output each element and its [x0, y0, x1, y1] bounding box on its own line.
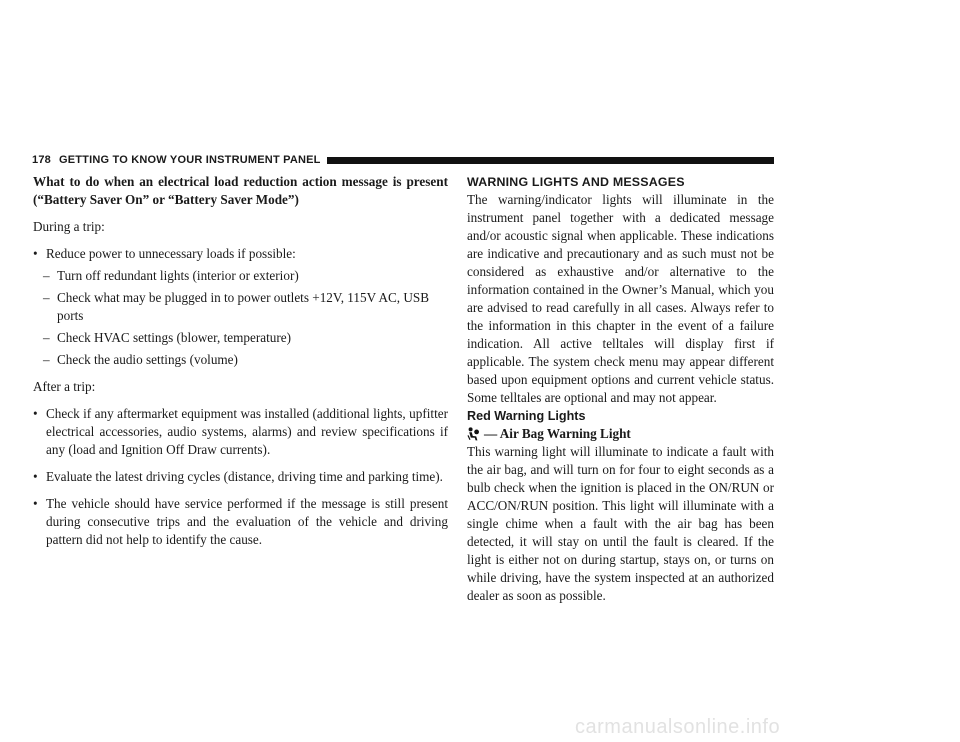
watermark-text: carmanualsonline.info — [575, 715, 781, 738]
bullet-item: • Check if any aftermarket equipment was installed (additional lights, upfitter electrical accessories, audio systems, alarms) and review specifications if any (load and Ignition Off Draw currents). — [33, 406, 448, 457]
right-column — [467, 173, 774, 605]
airbag-light-title: — Air Bag Warning Light — [467, 425, 774, 443]
after-trip-label: After a trip: — [33, 379, 96, 394]
airbag-light-description: This warning light will illuminate to indicate a fault with the air bag, and will turn on for four to eight seconds as a bulb check when the ignition is placed in the ON/RUN or ACC/ON/RUN position. This light will illuminate with a single chime when a fault with the air bag has been detected, it will stay on until the fault is cleared. If the light is either not on during startup, stays on, or turns on while driving, have the system inspected at an authorized dealer as soon as possible. — [467, 444, 774, 603]
bullet-item: • Reduce power to unnecessary loads if possible: — [33, 246, 296, 261]
airbag-warning-icon — [467, 427, 480, 441]
battery-saver-question: What to do when an electrical load reduction action message is present (“Battery Saver On” or “Battery Saver Mode”) — [33, 174, 448, 207]
warning-lights-intro: The warning/indicator lights will illuminate in the instrument panel together with a dedicated message and/or acoustic signal when applicable. These indications are indicative and precautionary and as such must not be considered as exhaustive and/or alternative to the information contained in the Owner’s Manual, which you are advised to read carefully in all cases. Always refer to the information in this chapter in the event of a failure indication. All active telltales will display first if applicable. The system check menu may appear different based upon equipment options and current vehicle status. Some telltales are optional and may not appear. — [467, 192, 774, 405]
dash-item: – Check HVAC settings (blower, temperature) — [43, 330, 291, 345]
during-trip-label: During a trip: — [33, 219, 105, 234]
bullet-item: • The vehicle should have service performed if the message is still present during consecutive trips and the evaluation of the vehicle and driving pattern did not help to identify the cause. — [33, 496, 448, 547]
warning-lights-heading: WARNING LIGHTS AND MESSAGES — [467, 175, 685, 189]
bullet-item: • Evaluate the latest driving cycles (distance, driving time and parking time). — [33, 469, 443, 484]
dash-item: – Turn off redundant lights (interior or exterior) — [43, 268, 299, 283]
page-header — [32, 153, 774, 167]
dash-item: – Check what may be plugged in to power outlets +12V, 115V AC, USB ports — [43, 290, 430, 323]
dash-item: – Check the audio settings (volume) — [43, 352, 238, 367]
left-column — [33, 173, 448, 549]
section-title: GETTING TO KNOW YOUR INSTRUMENT PANEL — [58, 154, 321, 166]
page-number: 178 — [32, 154, 51, 166]
red-warning-lights-heading: Red Warning Lights — [467, 409, 586, 423]
header-rule — [327, 157, 774, 164]
